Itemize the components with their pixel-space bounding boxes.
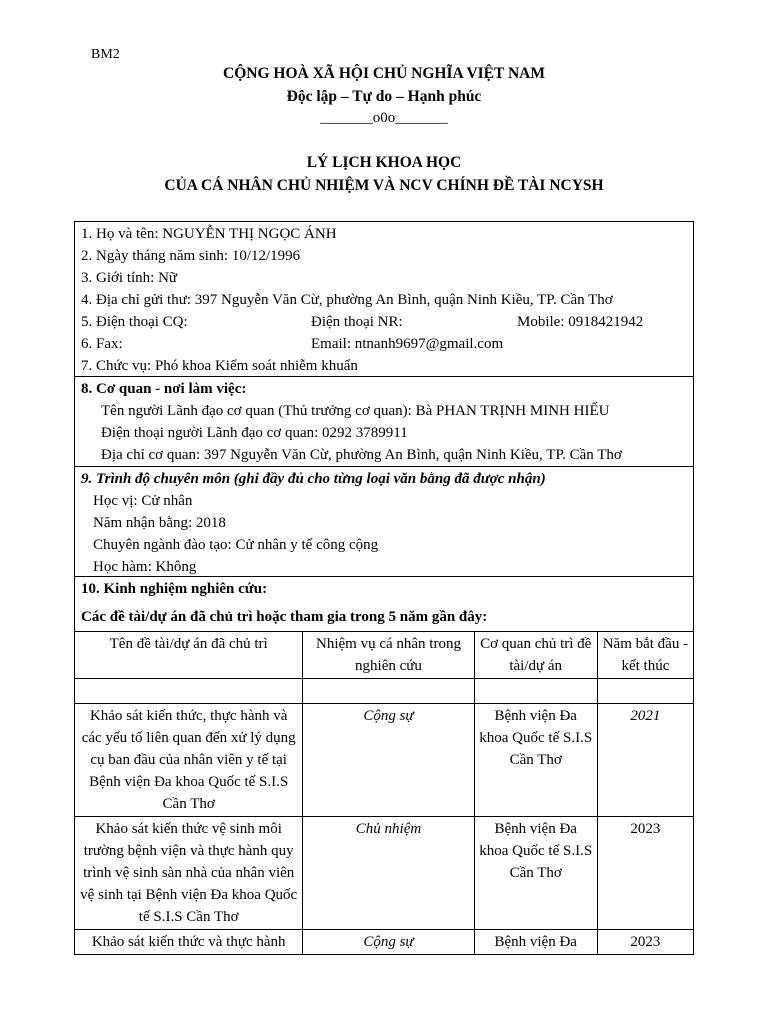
project-org: Bệnh viện Đa bbox=[474, 930, 597, 955]
qualification-heading: 9. Trình độ chuyên môn (ghi đầy đủ cho từng loại văn bằng đã được nhận) bbox=[81, 471, 546, 487]
academic-title-line: Học hàm: Không bbox=[93, 559, 197, 575]
column-header: Cơ quan chủ trì đề tài/dự án bbox=[474, 632, 597, 679]
table-header-row bbox=[75, 632, 694, 679]
project-year: 2023 bbox=[597, 930, 693, 955]
position-line: 7. Chức vụ: Phó khoa Kiểm soát nhiễm khuẩn bbox=[81, 358, 358, 374]
qualification-section bbox=[74, 466, 694, 577]
table-row bbox=[75, 704, 694, 817]
project-title: Khảo sát kiến thức vệ sinh môi trường bệnh viện và thực hành quy trình vệ sinh sàn nhà của nhân viên vệ sinh tại Bệnh viện Đa khoa Quốc tế S.I.S Cần Thơ bbox=[75, 817, 303, 930]
research-subheading: Các đề tài/dự án đã chủ trì hoặc tham gia trong 5 năm gần đây: bbox=[81, 609, 488, 625]
table-row bbox=[75, 930, 694, 955]
project-org: Bệnh viện Đa khoa Quốc tế S.I.S Cần Thơ bbox=[474, 704, 597, 817]
motto: Độc lập – Tự do – Hạnh phúc bbox=[286, 88, 482, 105]
major-line: Chuyên ngành đào tạo: Cử nhân y tế công cộng bbox=[93, 537, 379, 553]
document-subtitle: CỦA CÁ NHÂN CHỦ NHIỆM VÀ NCV CHÍNH ĐỀ TÀI NCYSH bbox=[164, 177, 604, 194]
email: Email: ntnanh9697@gmail.com bbox=[311, 336, 504, 352]
phone-office: 5. Điện thoại CQ: bbox=[81, 314, 188, 330]
leader-phone-line: Điện thoại người Lãnh đạo cơ quan: 0292 3789911 bbox=[101, 425, 408, 441]
column-header: Tên đề tài/dự án đã chủ trì bbox=[75, 632, 303, 679]
address-line: 4. Địa chỉ gửi thư: 397 Nguyễn Văn Cừ, phường An Bình, quận Ninh Kiều, TP. Cần Thơ bbox=[81, 292, 613, 308]
nation-title: CỘNG HOÀ XÃ HỘI CHỦ NGHĨA VIỆT NAM bbox=[223, 65, 545, 82]
project-title: Khảo sát kiến thức và thực hành bbox=[75, 930, 303, 955]
personal-info-section bbox=[74, 221, 694, 377]
leader-line: Tên người Lãnh đạo cơ quan (Thủ trưởng cơ quan): Bà PHAN TRỊNH MINH HIẾU bbox=[101, 403, 610, 419]
project-role: Chủ nhiệm bbox=[303, 817, 474, 930]
dob-line: 2. Ngày tháng năm sinh: 10/12/1996 bbox=[81, 248, 301, 264]
table-row bbox=[75, 817, 694, 930]
mobile: Mobile: 0918421942 bbox=[517, 314, 644, 330]
phone-home: Điện thoại NR: bbox=[311, 314, 403, 330]
column-header: Nhiệm vụ cá nhân trong nghiên cứu bbox=[303, 632, 474, 679]
research-section bbox=[74, 576, 694, 632]
degree-year-line: Năm nhận bằng: 2018 bbox=[93, 515, 226, 531]
project-org: Bệnh viện Đa khoa Quốc tế S.I.S Cần Thơ bbox=[474, 817, 597, 930]
fax: 6. Fax: bbox=[81, 336, 123, 352]
project-title: Khảo sát kiến thức, thực hành và các yếu tố liên quan đến xử lý dụng cụ ban đầu của nhân viên y tế tại Bệnh viện Đa khoa Quốc tế S.I.S Cần Thơ bbox=[75, 704, 303, 817]
fax-email-line bbox=[81, 333, 693, 355]
project-year: 2023 bbox=[597, 817, 693, 930]
workplace-section bbox=[74, 376, 694, 467]
separator: _______o0o_______ bbox=[320, 110, 448, 126]
project-year: 2021 bbox=[597, 704, 693, 817]
workplace-address-line: Địa chỉ cơ quan: 397 Nguyễn Văn Cừ, phường An Bình, quận Ninh Kiều, TP. Cần Thơ bbox=[101, 447, 622, 463]
project-role: Cộng sự bbox=[303, 930, 474, 955]
gender-line: 3. Giới tính: Nữ bbox=[81, 270, 178, 286]
workplace-heading: 8. Cơ quan - nơi làm việc: bbox=[81, 381, 247, 397]
name-line: 1. Họ và tên: NGUYỄN THỊ NGỌC ÁNH bbox=[81, 226, 337, 242]
research-heading: 10. Kinh nghiệm nghiên cứu: bbox=[81, 581, 268, 597]
degree-line: Học vị: Cử nhân bbox=[93, 493, 193, 509]
column-header: Năm bắt đầu - kết thúc bbox=[597, 632, 693, 679]
table-row bbox=[75, 679, 694, 704]
document-title: LÝ LỊCH KHOA HỌC bbox=[306, 154, 462, 171]
phone-line bbox=[81, 311, 693, 333]
project-role: Cộng sự bbox=[303, 704, 474, 817]
form-code: BM2 bbox=[91, 47, 120, 62]
projects-table bbox=[74, 631, 694, 955]
